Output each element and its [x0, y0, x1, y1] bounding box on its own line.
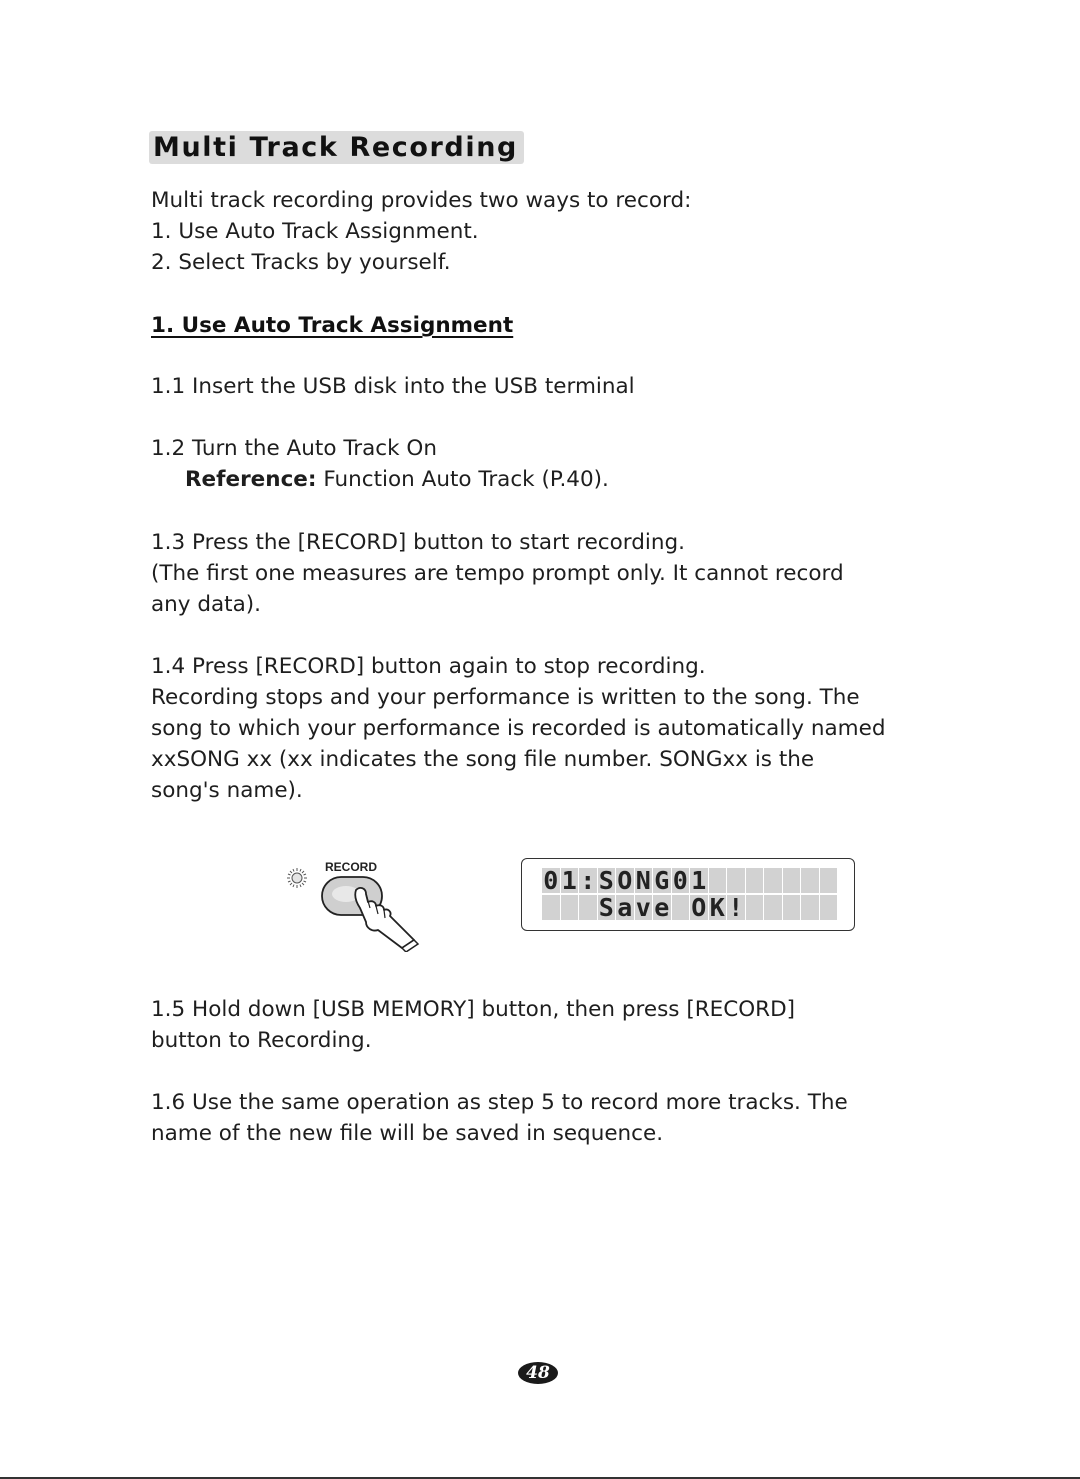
- lcd-cell: [727, 868, 745, 893]
- lcd-cell: e: [654, 895, 670, 920]
- step-1-1: 1.1 Insert the USB disk into the USB terminal: [151, 374, 635, 399]
- lcd-cell: K: [709, 895, 725, 920]
- step-1-4-line: 1.4 Press [RECORD] button again to stop recording.: [151, 654, 706, 679]
- record-button-label: RECORD: [325, 860, 378, 874]
- step-1-6-line: name of the new file will be saved in sequence.: [151, 1121, 664, 1146]
- lcd-cell: 0: [543, 868, 559, 893]
- lcd-cell: [542, 895, 560, 920]
- step-1-4-line: song's name).: [151, 778, 303, 803]
- lcd-cell: [764, 868, 782, 893]
- step-1-4-line: Recording stops and your performance is written to the song. The: [151, 685, 860, 710]
- step-1-3-line: (The first one measures are tempo prompt only. It cannot record: [151, 561, 844, 586]
- step-1-3-line: any data).: [151, 592, 262, 617]
- lcd-display: [521, 858, 855, 931]
- lcd-cell: S: [598, 895, 614, 920]
- lcd-cell: [746, 868, 764, 893]
- lcd-cell: v: [635, 895, 651, 920]
- page-number: 48: [518, 1362, 558, 1384]
- step-1-2: 1.2 Turn the Auto Track On: [151, 436, 437, 461]
- lcd-cell: [820, 895, 838, 920]
- led-icon: [286, 867, 308, 889]
- lcd-cell: G: [654, 868, 670, 893]
- section-heading: 1. Use Auto Track Assignment: [151, 313, 514, 338]
- lcd-cell: [801, 868, 819, 893]
- step-1-4-line: song to which your performance is recorded is automatically named: [151, 716, 886, 741]
- reference-text: Function Auto Track (P.40).: [316, 467, 609, 492]
- step-1-3-line: 1.3 Press the [RECORD] button to start recording.: [151, 530, 685, 555]
- lcd-cell: 1: [561, 868, 577, 893]
- lcd-cell: [709, 868, 727, 893]
- lcd-cell: [561, 895, 579, 920]
- reference-line: [185, 464, 609, 495]
- step-1-5-line: button to Recording.: [151, 1028, 372, 1053]
- lcd-cell: 1: [691, 868, 707, 893]
- step-1-5-line: 1.5 Hold down [USB MEMORY] button, then press [RECORD]: [151, 997, 796, 1022]
- page-title: Multi Track Recording: [149, 131, 524, 164]
- lcd-cell: N: [635, 868, 651, 893]
- lcd-cell: [746, 895, 764, 920]
- lcd-cell: [579, 895, 597, 920]
- reference-label: Reference:: [185, 467, 317, 492]
- hand-pressing-button-icon: [316, 872, 424, 952]
- lcd-cell: [783, 895, 801, 920]
- lcd-cell: 0: [672, 868, 688, 893]
- intro-line: 2. Select Tracks by yourself.: [151, 250, 451, 275]
- lcd-cell: S: [598, 868, 614, 893]
- lcd-cell: [672, 895, 690, 920]
- lcd-cell: :: [580, 868, 596, 893]
- lcd-cell: [764, 895, 782, 920]
- lcd-cell: O: [691, 895, 707, 920]
- lcd-line-2: [542, 895, 837, 920]
- intro-line: Multi track recording provides two ways to record:: [151, 188, 692, 213]
- lcd-cell: a: [617, 895, 633, 920]
- step-1-6-line: 1.6 Use the same operation as step 5 to record more tracks. The: [151, 1090, 848, 1115]
- lcd-cell: !: [728, 895, 744, 920]
- lcd-cell: O: [617, 868, 633, 893]
- lcd-cell: [801, 895, 819, 920]
- intro-line: 1. Use Auto Track Assignment.: [151, 219, 479, 244]
- lcd-cell: [820, 868, 838, 893]
- step-1-4-line: xxSONG xx (xx indicates the song file number. SONGxx is the: [151, 747, 815, 772]
- lcd-line-1: [542, 868, 837, 893]
- lcd-cell: [783, 868, 801, 893]
